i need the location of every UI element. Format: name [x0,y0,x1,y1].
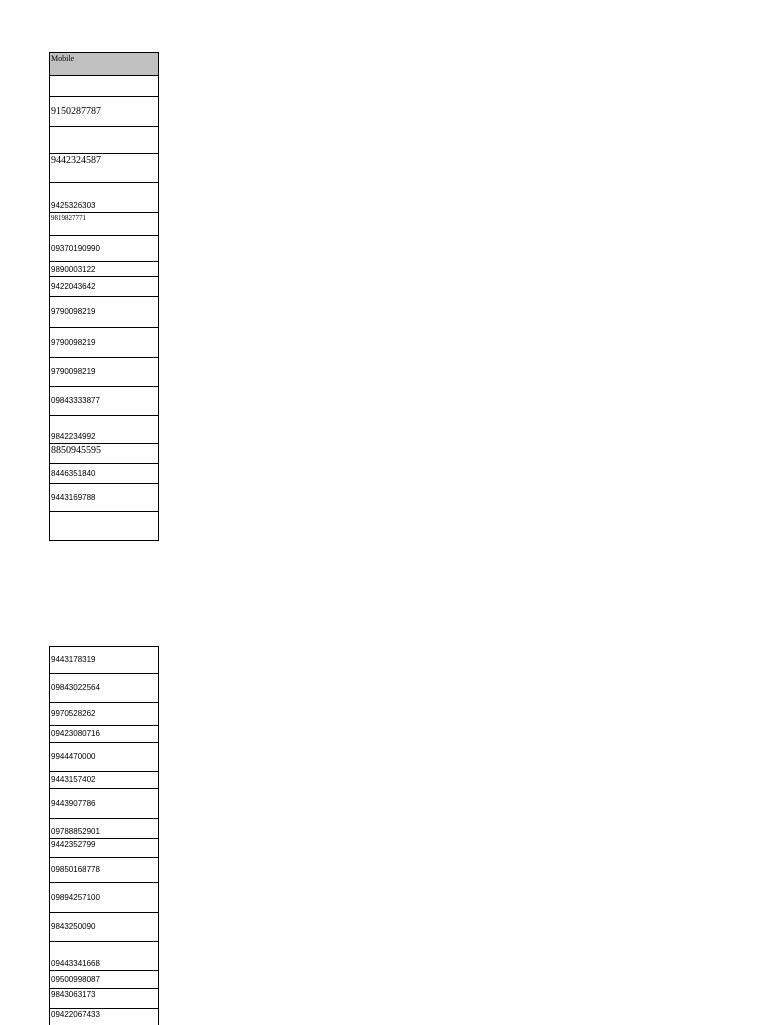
table-cell[interactable]: 9442352799 [50,839,159,858]
table-row [50,76,159,97]
table-cell[interactable]: 9442324587 [50,154,159,183]
column-header-mobile[interactable]: Mobile [50,53,159,76]
table-cell[interactable] [50,127,159,154]
table-cell[interactable] [50,76,159,97]
table-row [50,913,159,942]
table-row [50,297,159,328]
table-cell[interactable]: 09370190990 [50,236,159,262]
table-cell[interactable]: 9790098219 [50,358,159,387]
table-row [50,789,159,819]
table-row [50,819,159,839]
table-cell[interactable]: 09843333877 [50,387,159,416]
table-cell[interactable]: 09423080716 [50,726,159,743]
table-row [50,674,159,703]
table-row [50,154,159,183]
table-row [50,743,159,772]
table-row [50,262,159,277]
table-row [50,942,159,971]
table-cell[interactable] [50,512,159,541]
table-row [50,213,159,236]
table-cell[interactable]: 9443157402 [50,772,159,789]
table-row [50,464,159,484]
table-cell[interactable]: 9843250090 [50,913,159,942]
table-cell[interactable]: 09500998087 [50,971,159,989]
table-cell[interactable]: 09443341668 [50,942,159,971]
table-cell[interactable]: 9944470000 [50,743,159,772]
table-row [50,703,159,726]
table-row [50,839,159,858]
table-row [50,236,159,262]
table-cell[interactable]: 9443178319 [50,647,159,674]
table-cell[interactable]: 09788852901 [50,819,159,839]
table-cell[interactable]: 9970528262 [50,703,159,726]
table-row [50,971,159,989]
mobile-table-bottom [49,646,159,1025]
table-cell[interactable]: 9842234992 [50,416,159,444]
table-row [50,989,159,1009]
table-cell[interactable]: 9790098219 [50,328,159,358]
table-row [50,277,159,297]
table-cell[interactable]: 09850168778 [50,858,159,883]
table-cell[interactable]: 9443169788 [50,484,159,512]
table-row [50,416,159,444]
table-row [50,883,159,913]
table-cell[interactable]: 09422067433 [50,1009,159,1025]
mobile-table-top [49,52,159,541]
table-row [50,726,159,743]
table-cell[interactable]: 8446351840 [50,464,159,484]
table-cell[interactable]: 9422043642 [50,277,159,297]
table-row [50,328,159,358]
table-row [50,97,159,127]
table-cell[interactable]: 9790098219 [50,297,159,328]
table-row [50,1009,159,1025]
table-cell[interactable]: 8850945595 [50,444,159,464]
table-cell[interactable]: 9843063173 [50,989,159,1009]
table-cell[interactable]: 9819827771 [50,213,159,236]
table-row [50,127,159,154]
table-cell[interactable]: 9150287787 [50,97,159,127]
table-cell[interactable]: 9890003122 [50,262,159,277]
table-row [50,387,159,416]
table-row [50,484,159,512]
table-cell[interactable]: 09843022564 [50,674,159,703]
table-cell[interactable]: 09894257100 [50,883,159,913]
table-row [50,183,159,213]
table-cell[interactable]: 9425326303 [50,183,159,213]
table-cell[interactable]: 9443907786 [50,789,159,819]
table-row [50,358,159,387]
table-row [50,444,159,464]
table-row [50,647,159,674]
table-row [50,858,159,883]
header-row [50,53,159,76]
table-row [50,772,159,789]
table-row [50,512,159,541]
